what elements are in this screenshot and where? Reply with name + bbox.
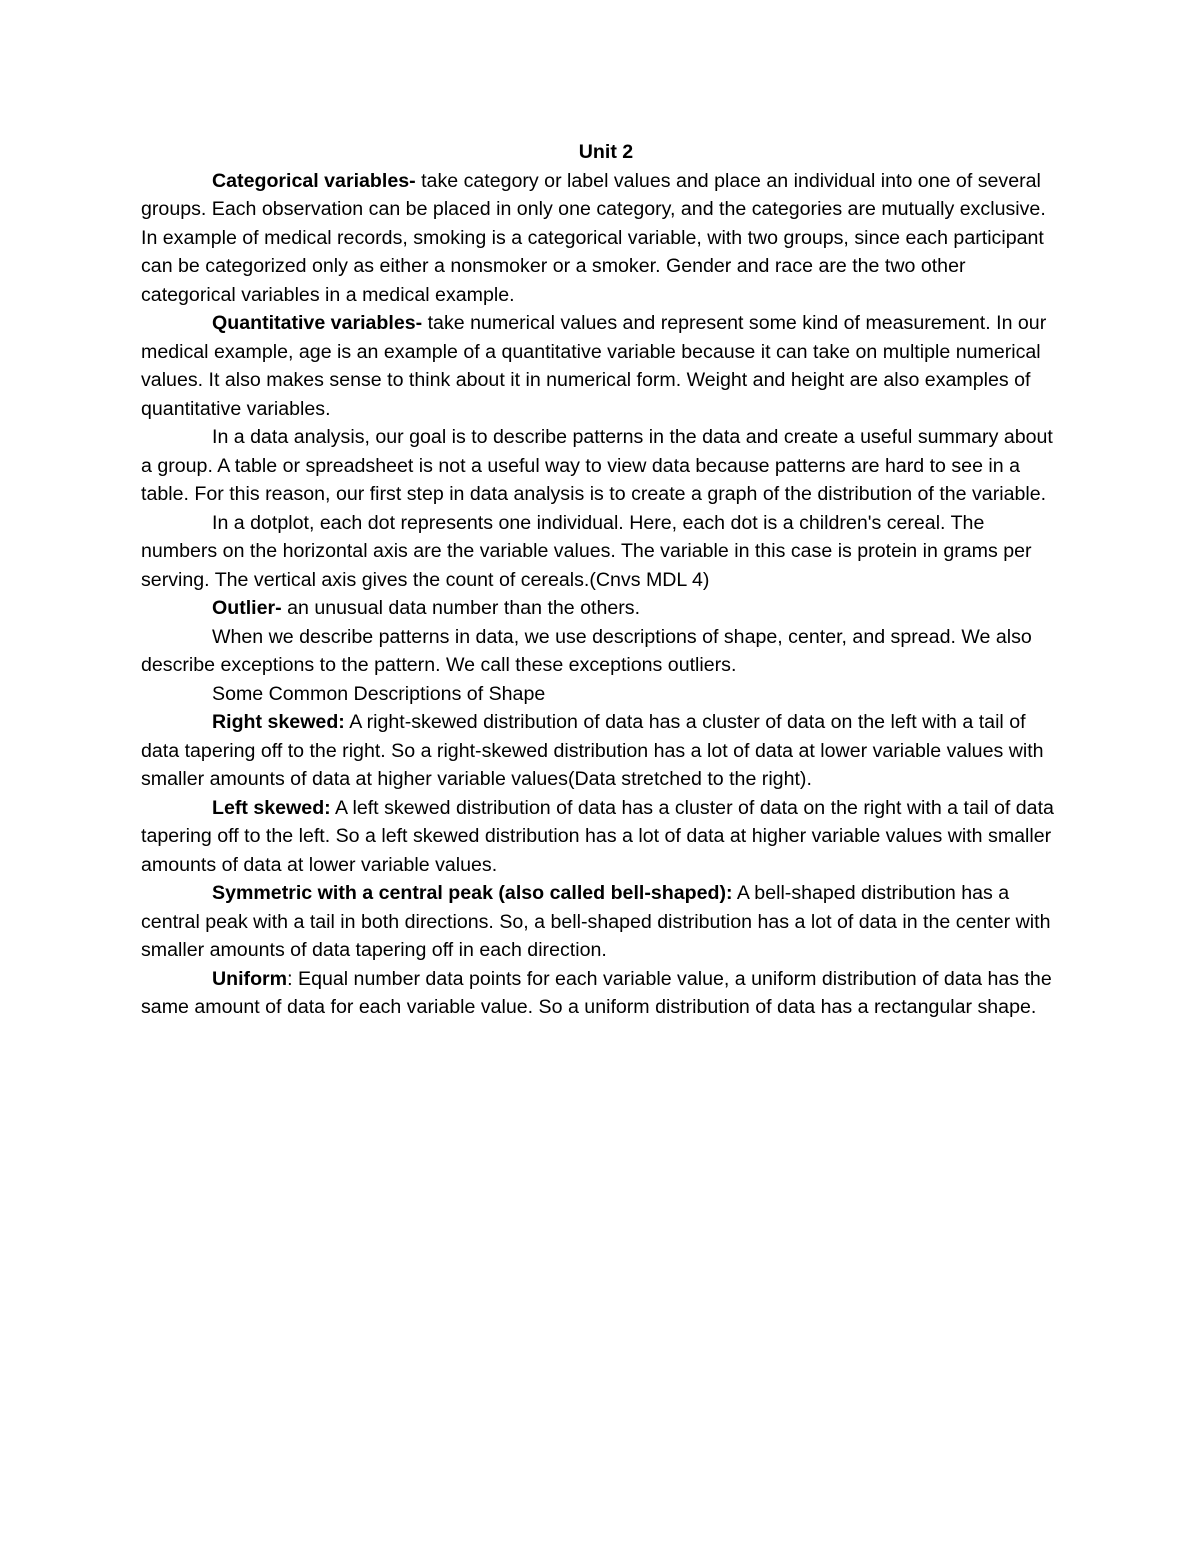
paragraph-text: When we describe patterns in data, we use descriptions of shape, center, and spread. We also describe exceptions to the pattern. We call these exceptions outliers. bbox=[141, 625, 1032, 676]
term-uniform: Uniform bbox=[212, 967, 288, 990]
paragraph-text: A right-skewed distribution of data has a cluster of data on the left with a tail of data tapering off to the right. So a right-skewed distribution has a lot of data at lower variable values with smaller amounts of data at higher variable values(Data stretched to the right). bbox=[141, 711, 1044, 790]
term-left-skewed: Left skewed: bbox=[212, 796, 331, 819]
term-quantitative-variables: Quantitative variables- bbox=[212, 312, 423, 334]
document-title: Unit 2 bbox=[578, 141, 634, 163]
paragraph-data-analysis bbox=[141, 423, 1065, 509]
paragraph-text: : Equal number data points for each variable value, a uniform distribution of data has the same amount of data for each variable value. So a uniform distribution of data has a rectangular shape. bbox=[141, 967, 1052, 1018]
paragraph-text: A left skewed distribution of data has a cluster of data on the right with a tail of data tapering off to the left. So a left skewed distribution has a lot of data at higher variable values with smaller amounts of data at lower variable values. bbox=[141, 796, 1054, 876]
paragraph-describe-patterns bbox=[141, 623, 1065, 680]
paragraph-text: In a dotplot, each dot represents one individual. Here, each dot is a children's cereal. The numbers on the horizontal axis are the variable values. The variable in this case is protein in grams per serving. The vertical axis gives the count of cereals.(Cnvs MDL 4) bbox=[141, 511, 1032, 591]
paragraph-outlier bbox=[141, 594, 1065, 623]
paragraph-categorical-variables bbox=[141, 167, 1065, 310]
paragraph-left-skewed bbox=[141, 794, 1065, 880]
paragraph-symmetric bbox=[141, 879, 1065, 965]
paragraph-right-skewed bbox=[141, 708, 1065, 794]
paragraph-text: A bell-shaped distribution has a central peak with a tail in both directions. So, a bell-shaped distribution has a lot of data in the center with smaller amounts of data tapering off in each direction. bbox=[141, 882, 1051, 961]
term-outlier: Outlier- bbox=[212, 597, 282, 619]
paragraph-uniform bbox=[141, 965, 1065, 1022]
term-symmetric: Symmetric with a central peak (also called bell-shaped): bbox=[212, 882, 733, 904]
document-page bbox=[141, 138, 1065, 1022]
paragraph-text: take numerical values and represent some kind of measurement. In our medical example, age is an example of a quantitative variable because it can take on multiple numerical values. It also makes sense to think about it in numerical form. Weight and height are also examples of quantitative variables. bbox=[141, 312, 1047, 420]
paragraph-text: Some Common Descriptions of Shape bbox=[212, 682, 546, 705]
paragraph-dotplot bbox=[141, 509, 1065, 595]
paragraph-text: take category or label values and place an individual into one of several groups. Each observation can be placed in only one category, and the categories are mutually exclusive. In example of medical records, smoking is a categorical variable, with two groups, since each participant can be categorized only as either a nonsmoker or a smoker. Gender and race are the two other categorical variables in a medical example. bbox=[141, 169, 1046, 306]
paragraph-text: an unusual data number than the others. bbox=[281, 597, 641, 619]
term-categorical-variables: Categorical variables- bbox=[212, 169, 416, 192]
paragraph-quantitative-variables bbox=[141, 309, 1065, 423]
term-right-skewed: Right skewed: bbox=[212, 711, 345, 733]
paragraph-text: In a data analysis, our goal is to describe patterns in the data and create a useful summary about a group. A table or spreadsheet is not a useful way to view data because patterns are hard to see in a table. For this reason, our first step in data analysis is to create a graph of the distribution of the variable. bbox=[141, 426, 1053, 505]
paragraph-shape-heading bbox=[141, 680, 1065, 709]
